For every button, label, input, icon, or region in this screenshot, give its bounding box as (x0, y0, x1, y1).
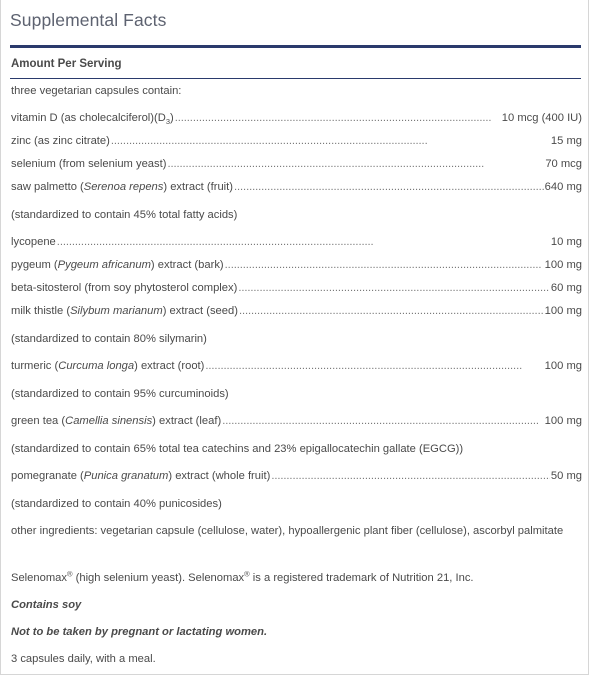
dot-leader (234, 180, 544, 195)
selenomax-trademark-note: Selenomax® (high selenium yeast). Selenomax® is a registered trademark of Nutrition 21, Inc. (11, 569, 474, 584)
ingredient-amount: 10 mg (550, 236, 582, 248)
ingredient-amount: 100 mg (544, 305, 582, 317)
ingredient-name: saw palmetto (Serenoa repens) extract (fruit) (11, 181, 233, 193)
ingredient-row-zinc (11, 134, 582, 149)
ingredient-name: pomegranate (Punica granatum) extract (whole fruit) (11, 470, 271, 482)
ingredient-amount: 100 mg (544, 259, 582, 271)
standardization-note: (standardized to contain 40% punicosides) (11, 498, 222, 510)
ingredient-name: milk thistle (Silybum marianum) extract (seed) (11, 305, 238, 317)
ingredient-row-pygeum (11, 258, 582, 273)
ingredient-row-vitamin-d (11, 111, 582, 126)
dot-leader (225, 258, 544, 273)
ingredient-row-lycopene (11, 235, 582, 250)
ingredient-name: green tea (Camellia sinensis) extract (leaf) (11, 415, 222, 427)
ingredient-row-saw-palmetto (11, 180, 582, 195)
directions: 3 capsules daily, with a meal. (11, 653, 156, 665)
dot-leader (167, 157, 544, 172)
standardization-note: (standardized to contain 45% total fatty acids) (11, 209, 238, 221)
dot-leader (175, 111, 501, 126)
ingredient-name: beta-sitosterol (from soy phytosterol complex) (11, 282, 238, 294)
ingredient-amount: 50 mg (550, 470, 582, 482)
ingredient-name: selenium (from selenium yeast) (11, 158, 167, 170)
ingredient-amount: 10 mcg (400 IU) (501, 112, 582, 124)
dot-leader (271, 469, 550, 484)
ingredient-name: zinc (as zinc citrate) (11, 135, 110, 147)
header-divider (10, 78, 581, 79)
standardization-note: (standardized to contain 65% total tea catechins and 23% epigallocatechin gallate (EGCG)) (11, 443, 464, 455)
standardization-note: (standardized to contain 95% curcuminoids) (11, 388, 229, 400)
ingredient-row-beta-sitosterol (11, 281, 582, 296)
panel-title: Supplemental Facts (10, 10, 167, 30)
ingredient-row-green-tea (11, 414, 582, 429)
dot-leader (239, 304, 544, 319)
ingredient-amount: 60 mg (550, 282, 582, 294)
ingredient-row-selenium (11, 157, 582, 172)
ingredient-amount: 100 mg (544, 360, 582, 372)
ingredient-amount: 15 mg (550, 135, 582, 147)
ingredient-row-pomegranate (11, 469, 582, 484)
warning-statement: Not to be taken by pregnant or lactating women. (11, 626, 268, 638)
title-divider (10, 45, 581, 48)
ingredient-row-milk-thistle (11, 304, 582, 319)
ingredient-name: pygeum (Pygeum africanum) extract (bark) (11, 259, 224, 271)
serving-intro: three vegetarian capsules contain: (11, 85, 182, 97)
ingredient-name: lycopene (11, 236, 56, 248)
amount-per-serving-header: Amount Per Serving (11, 58, 122, 70)
dot-leader (111, 134, 550, 149)
dot-leader (238, 281, 550, 296)
ingredient-name: turmeric (Curcuma longa) extract (root) (11, 360, 205, 372)
dot-leader (222, 414, 543, 429)
ingredient-amount: 70 mcg (545, 158, 582, 170)
ingredient-amount: 640 mg (544, 181, 582, 193)
ingredient-row-turmeric (11, 359, 582, 374)
dot-leader (57, 235, 550, 250)
ingredient-name: vitamin D (as $cholecalciferol)(D_3)$ (11, 112, 174, 127)
ingredient-amount: 100 mg (544, 415, 582, 427)
dot-leader (205, 359, 543, 374)
other-ingredients: other ingredients: vegetarian capsule (cellulose, water), hypoallergenic plant fiber (cellulose), ascorbyl palmitate (11, 525, 564, 537)
standardization-note: (standardized to contain 80% silymarin) (11, 333, 207, 345)
allergen-statement: Contains soy (11, 599, 82, 611)
